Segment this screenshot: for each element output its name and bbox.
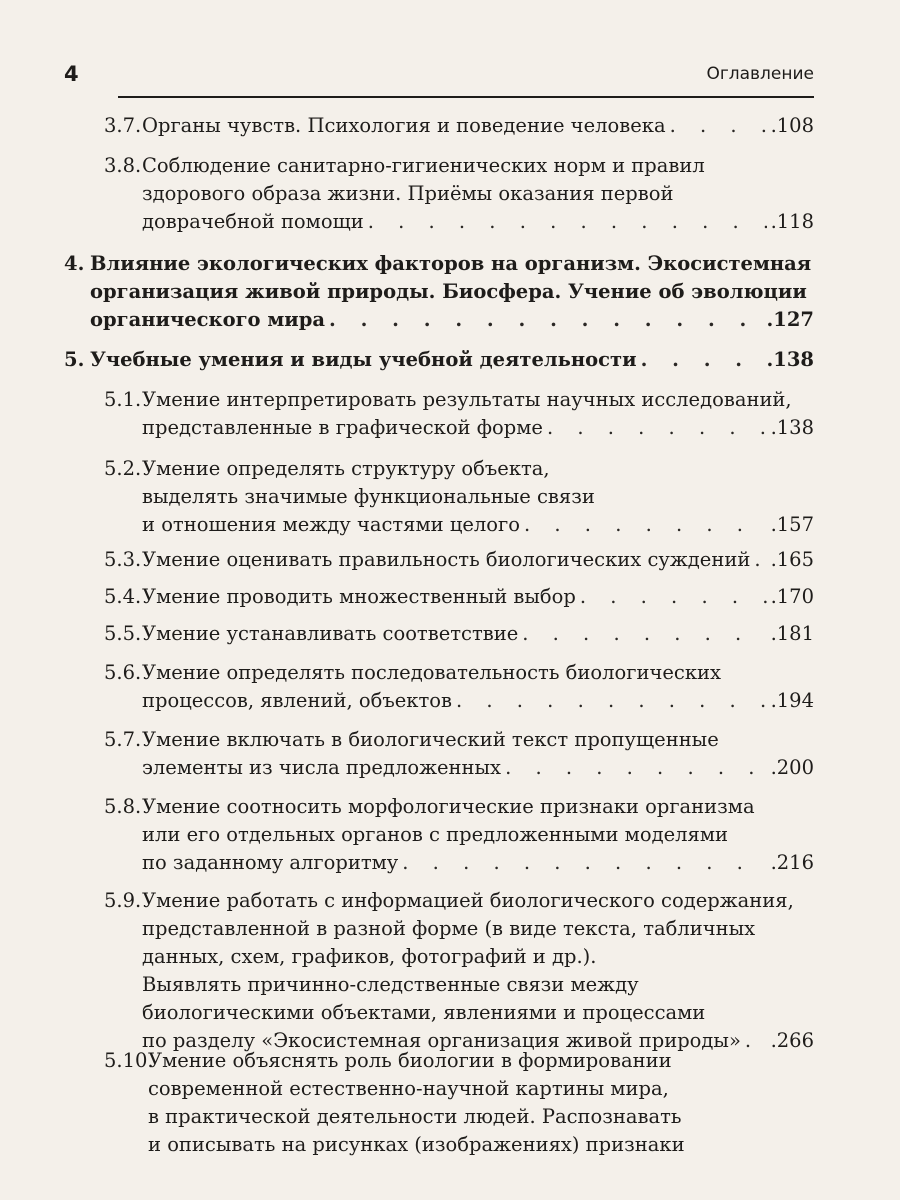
- toc-entry-title-line: по заданному алгоритму: [142, 851, 399, 874]
- header-rule: [118, 96, 814, 98]
- dot-leader: [641, 346, 763, 374]
- toc-entry-title-line: доврачебной помощи: [142, 210, 364, 233]
- dot-leader: [524, 511, 767, 539]
- toc-entry: [104, 659, 814, 715]
- toc-entry-title-line: Умение оценивать правильность биологических суждений: [142, 548, 751, 571]
- toc-entry-title-line: Умение проводить множественный выбор: [142, 585, 576, 608]
- toc-entry-title-line: организация живой природы. Биосфера. Учение об эволюции: [90, 280, 807, 303]
- toc-entry: [104, 546, 814, 574]
- toc-entry-page: .165: [770, 548, 814, 571]
- toc-entry-page: .127: [766, 308, 814, 331]
- toc-entry-title-line: Умение объяснять роль биологии в формировании: [148, 1049, 672, 1072]
- toc-entry-page: .157: [770, 513, 814, 536]
- toc-entry-number: 5.6.: [104, 661, 142, 684]
- toc-entry-title-line: биологическими объектами, явлениями и процессами: [142, 1001, 706, 1024]
- toc-entry-title-line: процессов, явлений, объектов: [142, 689, 452, 712]
- toc-entry-number: 4.: [64, 252, 85, 275]
- toc-entry-title-line: здорового образа жизни. Приёмы оказания первой: [142, 182, 674, 205]
- toc-entry: [64, 346, 814, 374]
- dot-leader: [580, 583, 767, 611]
- toc-entry-title-line: Умение включать в биологический текст пропущенные: [142, 728, 719, 751]
- toc-entry: [104, 386, 814, 442]
- toc-entry-title-line: выделять значимые функциональные связи: [142, 485, 595, 508]
- toc-entry-number: 3.7.: [104, 114, 142, 137]
- toc-entry: [64, 250, 814, 334]
- toc-entry-number: 5.4.: [104, 585, 142, 608]
- toc-entry-title-line: Соблюдение санитарно-гигиенических норм и правил: [142, 154, 705, 177]
- dot-leader: [505, 754, 767, 782]
- toc-entry-title-line: Умение интерпретировать результаты научных исследований,: [142, 388, 792, 411]
- toc-entry-title-line: и описывать на рисунках (изображениях) признаки: [148, 1133, 685, 1156]
- toc-entry-title-line: Умение определять структуру объекта,: [142, 457, 550, 480]
- toc-entry-number: 5.3.: [104, 548, 142, 571]
- toc-entry-title-line: Влияние экологических факторов на организм. Экосистемная: [90, 252, 812, 275]
- toc-entry-title-line: по разделу «Экосистемная организация живой природы»: [142, 1029, 741, 1052]
- toc-entry-page: .118: [770, 210, 814, 233]
- page-number: 4: [64, 62, 79, 86]
- dot-leader: [368, 208, 767, 236]
- toc-entry-number: 5.9.: [104, 889, 142, 912]
- toc-entry-page: .108: [770, 114, 814, 137]
- toc-entry-title-line: Умение определять последовательность биологических: [142, 661, 722, 684]
- toc-entry-title-line: Умение устанавливать соответствие: [142, 622, 519, 645]
- toc-entry: [104, 620, 814, 648]
- toc-entry-number: 5.8.: [104, 795, 142, 818]
- toc-entry-title-line: в практической деятельности людей. Распознавать: [148, 1105, 682, 1128]
- toc-entry: [104, 152, 814, 236]
- toc-entry-number: 5.1.: [104, 388, 142, 411]
- toc-entry-title-line: Умение работать с информацией биологического содержания,: [142, 889, 794, 912]
- toc-entry-number: 3.8.: [104, 154, 142, 177]
- dot-leader: [456, 687, 767, 715]
- toc-entry-page: .138: [766, 348, 814, 371]
- toc-entry-title-line: представленные в графической форме: [142, 416, 543, 439]
- toc-entry-number: 5.2.: [104, 457, 142, 480]
- running-header-title: Оглавление: [706, 64, 814, 84]
- toc-entry: [104, 726, 814, 782]
- toc-entry-title-line: или его отдельных органов с предложенными моделями: [142, 823, 728, 846]
- toc-entry-page: .170: [770, 585, 814, 608]
- page-header: [64, 62, 814, 94]
- toc-entry-title-line: представленной в разной форме (в виде текста, табличных: [142, 917, 756, 940]
- dot-leader: [329, 306, 762, 334]
- toc-entry: [104, 793, 814, 877]
- dot-leader: [522, 620, 766, 648]
- dot-leader: [670, 112, 767, 140]
- dot-leader: [754, 546, 766, 574]
- toc-entry-page: .216: [770, 851, 814, 874]
- toc-entry: [104, 583, 814, 611]
- toc-entry-title-line: и отношения между частями целого: [142, 513, 521, 536]
- dot-leader: [402, 849, 766, 877]
- dot-leader: [547, 414, 767, 442]
- toc-entry-title-line: современной естественно-научной картины мира,: [148, 1077, 669, 1100]
- toc-entry-title-line: данных, схем, графиков, фотографий и др.).: [142, 945, 597, 968]
- toc-entry-title-line: Выявлять причинно-следственные связи между: [142, 973, 639, 996]
- toc-entry-page: .194: [770, 689, 814, 712]
- toc-entry-page: .138: [770, 416, 814, 439]
- toc-entry-title-line: Умение соотносить морфологические признаки организма: [142, 795, 755, 818]
- toc-entry-number: 5.: [64, 348, 85, 371]
- toc-entry-title-line: элементы из числа предложенных: [142, 756, 502, 779]
- toc-entry: [104, 1047, 814, 1159]
- toc-entry-title-line: органического мира: [90, 308, 326, 331]
- toc-entry-page: .200: [770, 756, 814, 779]
- toc-entry: [104, 455, 814, 539]
- toc-entry-page: .266: [770, 1029, 814, 1052]
- toc-entry: [104, 112, 814, 140]
- toc-entry-title-line: Органы чувств. Психология и поведение человека: [142, 114, 666, 137]
- toc-entry: [104, 887, 814, 1055]
- toc-entry-number: 5.10.: [104, 1049, 154, 1072]
- toc-entry-number: 5.5.: [104, 622, 142, 645]
- toc-entry-title-line: Учебные умения и виды учебной деятельности: [90, 348, 637, 371]
- toc-entry-page: .181: [770, 622, 814, 645]
- toc-entry-number: 5.7.: [104, 728, 142, 751]
